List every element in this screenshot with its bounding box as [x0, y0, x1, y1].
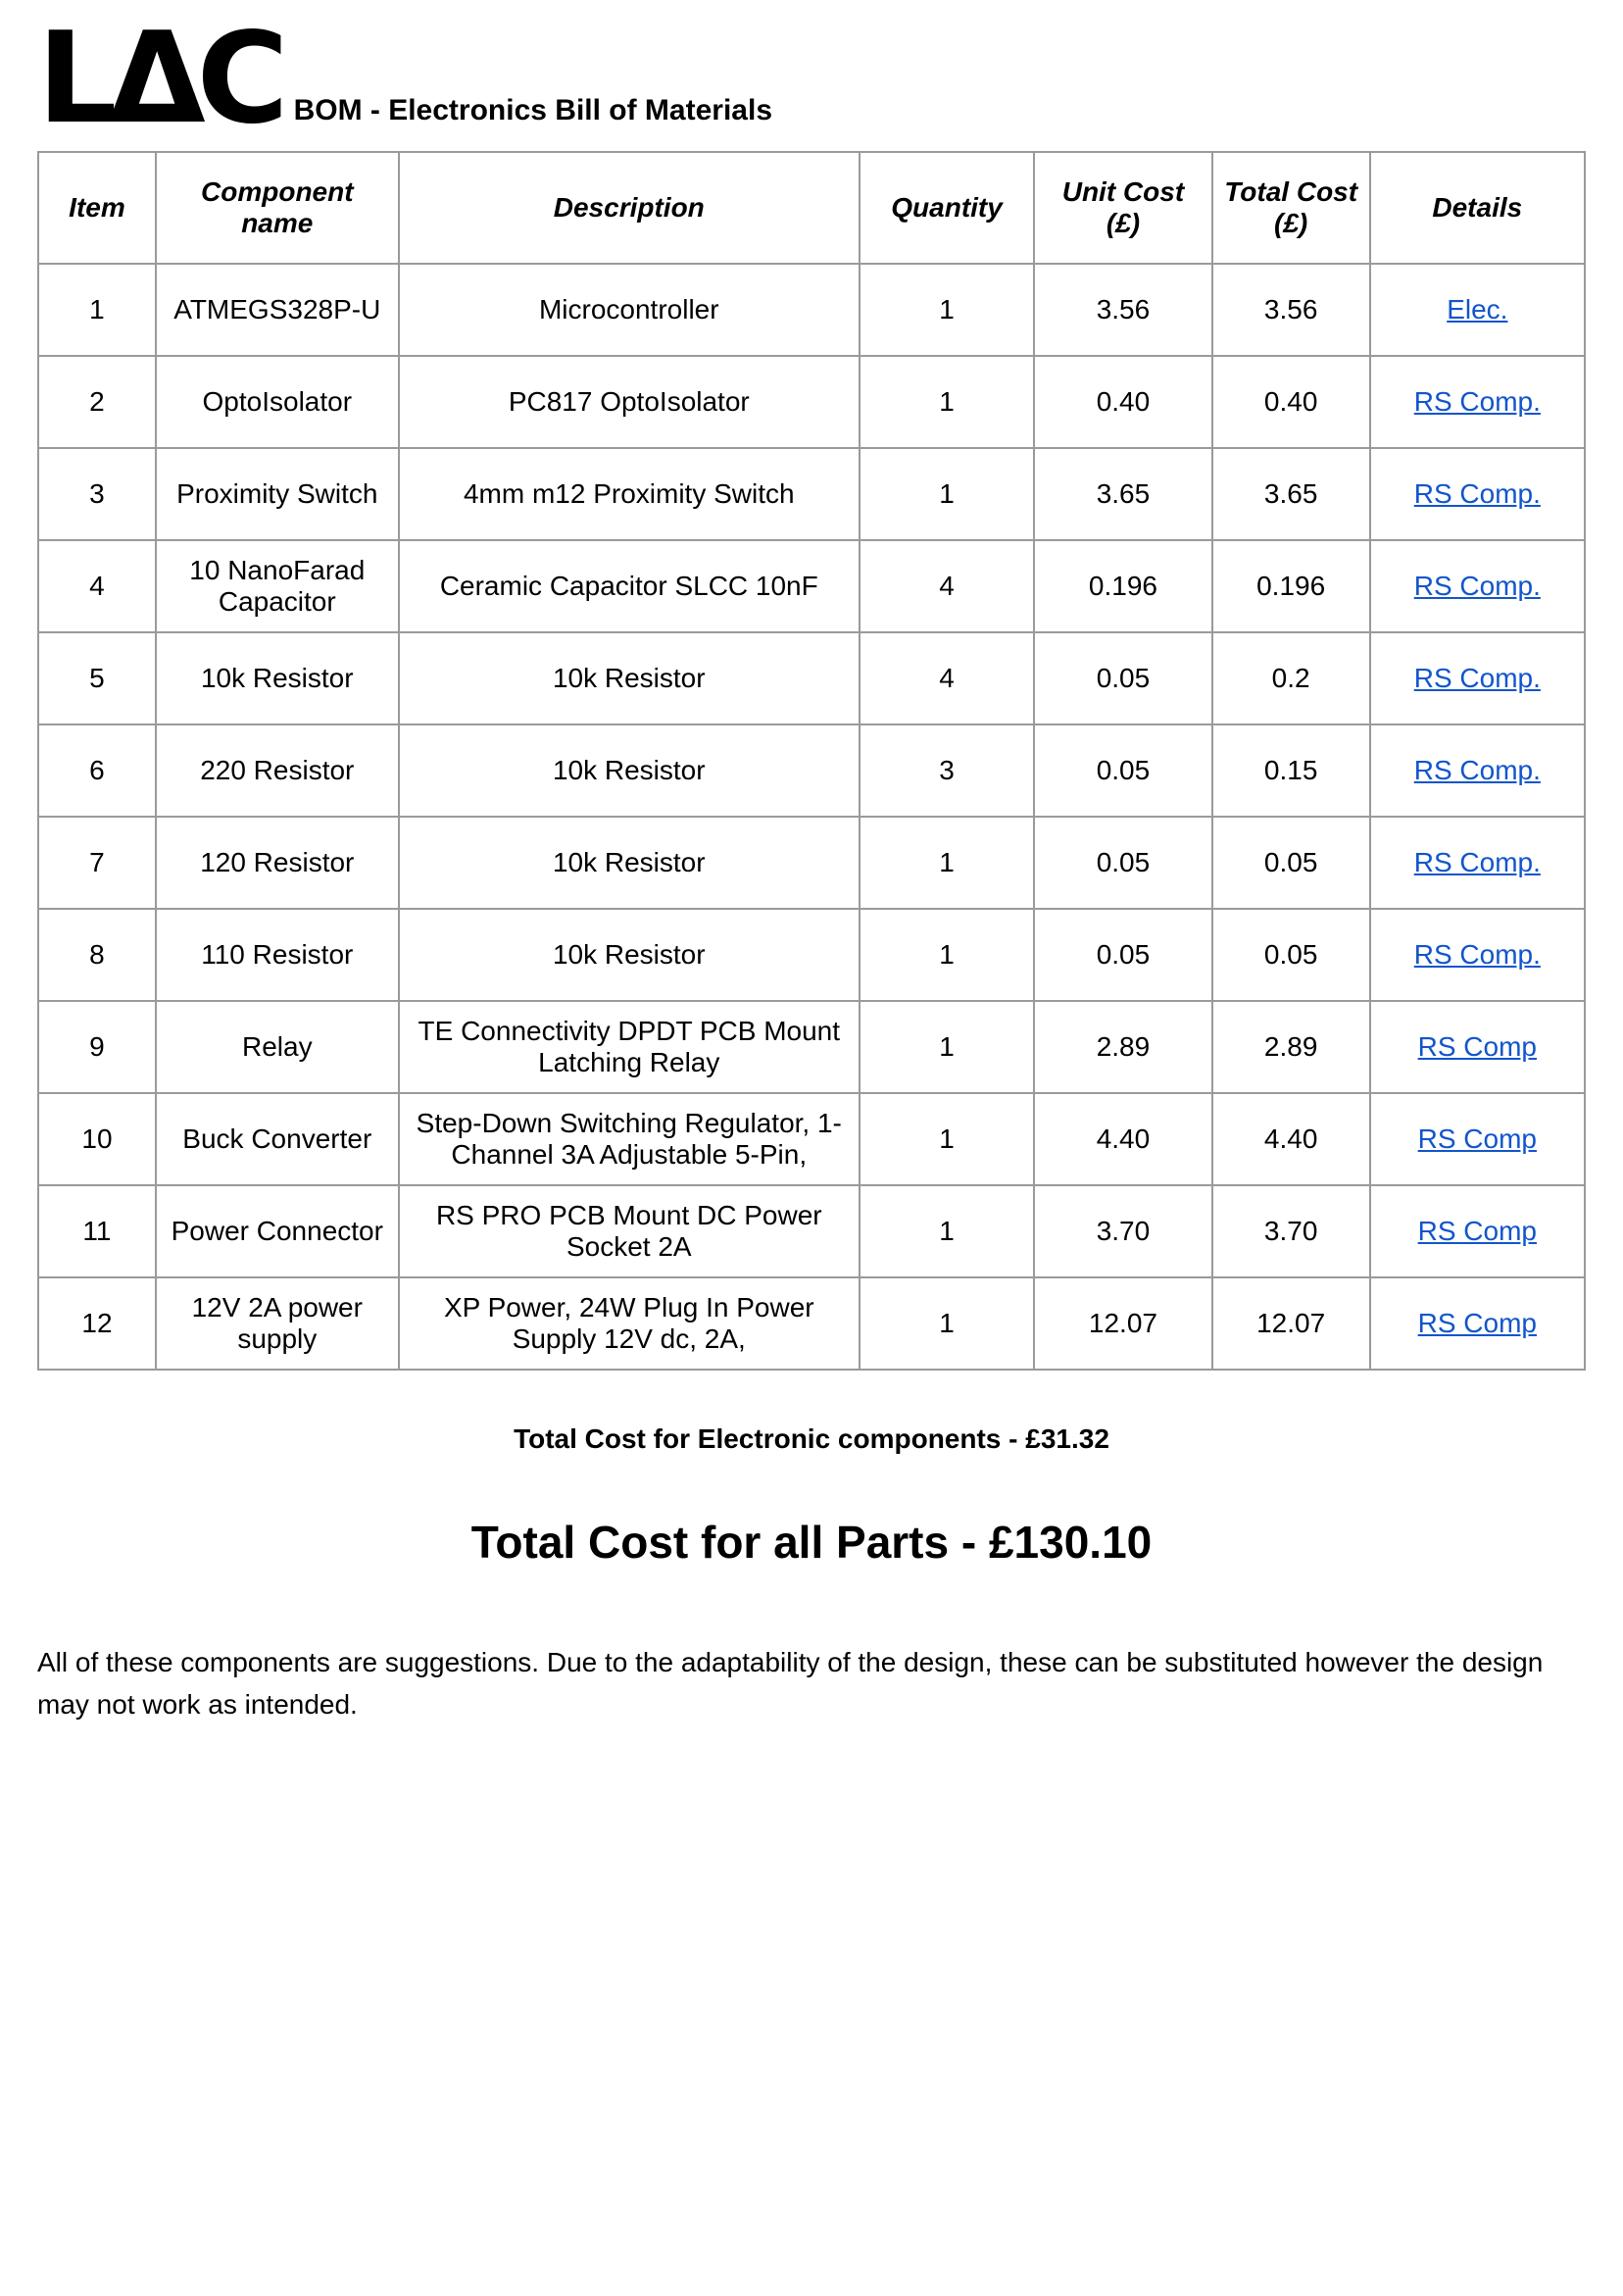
cell-unit-cost: 0.05: [1034, 817, 1211, 909]
table-row: [38, 1001, 1585, 1093]
cell-unit-cost: 2.89: [1034, 1001, 1211, 1093]
cell-details: [1370, 448, 1585, 540]
details-link[interactable]: RS Comp.: [1413, 755, 1541, 786]
bom-table: [37, 151, 1586, 1371]
table-row: [38, 909, 1585, 1001]
cell-unit-cost: 0.05: [1034, 632, 1211, 724]
cell-description: Step-Down Switching Regulator, 1-Channel 3A Adjustable 5-Pin,: [399, 1093, 860, 1185]
cell-total-cost: 0.05: [1212, 909, 1370, 1001]
column-header-item: Item: [38, 152, 156, 264]
document-header: [37, 6, 1586, 152]
table-row: [38, 817, 1585, 909]
details-link[interactable]: RS Comp: [1417, 1308, 1537, 1339]
cell-quantity: 1: [860, 264, 1034, 356]
cell-quantity: 3: [860, 724, 1034, 817]
table-row: [38, 1185, 1585, 1277]
cell-unit-cost: 3.56: [1034, 264, 1211, 356]
cell-total-cost: 3.65: [1212, 448, 1370, 540]
table-row: [38, 1093, 1585, 1185]
cell-details: [1370, 724, 1585, 817]
cell-description: Microcontroller: [399, 264, 860, 356]
column-header-total-cost: Total Cost (£): [1212, 152, 1370, 264]
cell-description: 10k Resistor: [399, 817, 860, 909]
cell-description: 10k Resistor: [399, 724, 860, 817]
table-row: [38, 632, 1585, 724]
cell-description: RS PRO PCB Mount DC Power Socket 2A: [399, 1185, 860, 1277]
cell-total-cost: 0.196: [1212, 540, 1370, 632]
cell-quantity: 1: [860, 909, 1034, 1001]
electronics-total-text: Total Cost for Electronic components - £31.32: [514, 1423, 1109, 1455]
details-link[interactable]: RS Comp.: [1413, 939, 1541, 971]
cell-unit-cost: 12.07: [1034, 1277, 1211, 1370]
cell-item: 5: [38, 632, 156, 724]
cell-description: 4mm m12 Proximity Switch: [399, 448, 860, 540]
details-link[interactable]: RS Comp.: [1413, 571, 1541, 602]
cell-total-cost: 3.56: [1212, 264, 1370, 356]
column-header-quantity: Quantity: [860, 152, 1034, 264]
cell-details: [1370, 909, 1585, 1001]
cell-component: 220 Resistor: [156, 724, 399, 817]
cell-unit-cost: 0.05: [1034, 909, 1211, 1001]
cell-total-cost: 3.70: [1212, 1185, 1370, 1277]
details-link[interactable]: Elec.: [1447, 294, 1508, 325]
cell-item: 1: [38, 264, 156, 356]
cell-unit-cost: 0.05: [1034, 724, 1211, 817]
table-row: [38, 448, 1585, 540]
cell-quantity: 1: [860, 1001, 1034, 1093]
cell-item: 11: [38, 1185, 156, 1277]
table-row: [38, 356, 1585, 448]
cell-item: 6: [38, 724, 156, 817]
details-link[interactable]: RS Comp: [1417, 1123, 1537, 1155]
table-row: [38, 724, 1585, 817]
cell-quantity: 1: [860, 448, 1034, 540]
cell-total-cost: 0.05: [1212, 817, 1370, 909]
cell-component: 12V 2A power supply: [156, 1277, 399, 1370]
cell-quantity: 1: [860, 817, 1034, 909]
cell-details: [1370, 264, 1585, 356]
cell-component: ATMEGS328P-U: [156, 264, 399, 356]
cell-item: 3: [38, 448, 156, 540]
cell-item: 9: [38, 1001, 156, 1093]
cell-description: TE Connectivity DPDT PCB Mount Latching Relay: [399, 1001, 860, 1093]
cell-quantity: 1: [860, 356, 1034, 448]
cell-component: OptoIsolator: [156, 356, 399, 448]
column-header-unit-cost: Unit Cost (£): [1034, 152, 1211, 264]
cell-details: [1370, 1277, 1585, 1370]
details-link[interactable]: RS Comp.: [1413, 847, 1541, 878]
cell-item: 2: [38, 356, 156, 448]
cell-item: 12: [38, 1277, 156, 1370]
cell-component: Buck Converter: [156, 1093, 399, 1185]
cell-total-cost: 0.2: [1212, 632, 1370, 724]
details-link[interactable]: RS Comp.: [1413, 663, 1541, 694]
cell-quantity: 1: [860, 1185, 1034, 1277]
table-row: [38, 264, 1585, 356]
cell-details: [1370, 1001, 1585, 1093]
cell-component: Relay: [156, 1001, 399, 1093]
page-title: BOM - Electronics Bill of Materials: [293, 94, 772, 127]
cell-item: 7: [38, 817, 156, 909]
cell-unit-cost: 4.40: [1034, 1093, 1211, 1185]
bom-table-body: [38, 264, 1585, 1370]
cell-component: Proximity Switch: [156, 448, 399, 540]
cell-total-cost: 2.89: [1212, 1001, 1370, 1093]
cell-details: [1370, 1093, 1585, 1185]
all-parts-total-text: Total Cost for all Parts - £130.10: [470, 1517, 1153, 1569]
cell-unit-cost: 3.70: [1034, 1185, 1211, 1277]
cell-total-cost: 4.40: [1212, 1093, 1370, 1185]
details-link[interactable]: RS Comp: [1417, 1031, 1537, 1063]
cell-component: 110 Resistor: [156, 909, 399, 1001]
table-header-row: [38, 152, 1585, 264]
cell-item: 4: [38, 540, 156, 632]
cell-quantity: 4: [860, 632, 1034, 724]
cell-description: PC817 OptoIsolator: [399, 356, 860, 448]
cell-total-cost: 0.40: [1212, 356, 1370, 448]
details-link[interactable]: RS Comp.: [1413, 478, 1541, 510]
lac-logo: LΔC: [37, 6, 280, 152]
disclaimer-note: All of these components are suggestions. Due to the adaptability of the design, these can be substituted however the design may not work as intended.: [37, 1647, 1544, 1721]
cell-details: [1370, 1185, 1585, 1277]
details-link[interactable]: RS Comp.: [1413, 386, 1541, 418]
cell-quantity: 1: [860, 1277, 1034, 1370]
cell-quantity: 1: [860, 1093, 1034, 1185]
cell-description: 10k Resistor: [399, 632, 860, 724]
cell-item: 8: [38, 909, 156, 1001]
cell-component: Power Connector: [156, 1185, 399, 1277]
cell-details: [1370, 540, 1585, 632]
cell-unit-cost: 0.40: [1034, 356, 1211, 448]
cell-component: 120 Resistor: [156, 817, 399, 909]
table-row: [38, 1277, 1585, 1370]
details-link[interactable]: RS Comp: [1417, 1216, 1537, 1247]
column-header-details: Details: [1370, 152, 1585, 264]
cell-unit-cost: 0.196: [1034, 540, 1211, 632]
cell-component: 10 NanoFarad Capacitor: [156, 540, 399, 632]
cell-unit-cost: 3.65: [1034, 448, 1211, 540]
cell-description: XP Power, 24W Plug In Power Supply 12V dc, 2A,: [399, 1277, 860, 1370]
cell-description: Ceramic Capacitor SLCC 10nF: [399, 540, 860, 632]
cell-description: 10k Resistor: [399, 909, 860, 1001]
cell-item: 10: [38, 1093, 156, 1185]
cell-total-cost: 0.15: [1212, 724, 1370, 817]
cell-details: [1370, 817, 1585, 909]
cell-total-cost: 12.07: [1212, 1277, 1370, 1370]
cell-component: 10k Resistor: [156, 632, 399, 724]
column-header-description: Description: [399, 152, 860, 264]
cell-details: [1370, 356, 1585, 448]
column-header-component-name: Component name: [156, 152, 399, 264]
table-row: [38, 540, 1585, 632]
cell-quantity: 4: [860, 540, 1034, 632]
cell-details: [1370, 632, 1585, 724]
